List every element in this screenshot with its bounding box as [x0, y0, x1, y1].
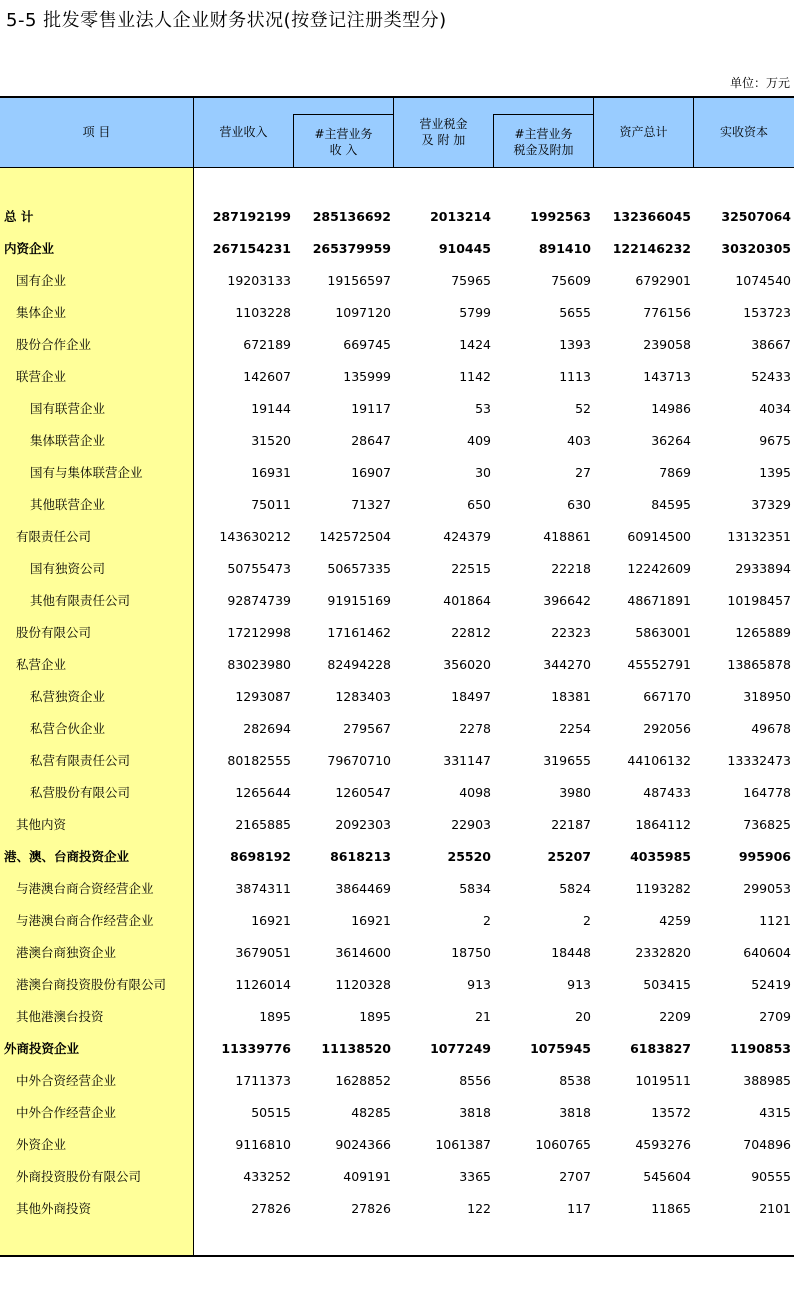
main-tax-cell: 22323 — [551, 625, 591, 640]
revenue-cell: 8698192 — [230, 849, 291, 864]
capital-cell: 388985 — [743, 1073, 791, 1088]
main-tax-cell: 18381 — [551, 689, 591, 704]
revenue-cell: 1895 — [259, 1009, 291, 1024]
assets-cell: 122146232 — [612, 241, 691, 256]
table-row — [0, 777, 794, 809]
assets-cell: 12242609 — [627, 561, 691, 576]
row-label: 其他联营企业 — [30, 497, 106, 512]
revenue-cell: 672189 — [243, 337, 291, 352]
row-label: 内资企业 — [4, 241, 55, 256]
main-tax-cell: 5824 — [559, 881, 591, 896]
header-main-tax-line1: #主营业务 — [514, 127, 573, 141]
header-revenue: 营业收入 — [219, 125, 268, 139]
main-tax-cell: 22187 — [551, 817, 591, 832]
tax-cell: 1061387 — [435, 1137, 491, 1152]
capital-cell: 13332473 — [727, 753, 791, 768]
assets-cell: 36264 — [651, 433, 691, 448]
table-row — [0, 297, 794, 329]
row-label: 与港澳台商合作经营企业 — [16, 913, 154, 928]
capital-cell: 2101 — [759, 1201, 791, 1216]
table-row — [0, 393, 794, 425]
row-label: 私营企业 — [16, 657, 67, 672]
assets-cell: 44106132 — [627, 753, 691, 768]
revenue-cell: 17212998 — [227, 625, 291, 640]
header-item: 项 目 — [82, 125, 111, 139]
table-row — [0, 681, 794, 713]
row-label: 其他有限责任公司 — [30, 593, 131, 608]
assets-cell: 4259 — [659, 913, 691, 928]
tax-cell: 424379 — [443, 529, 491, 544]
main-revenue-cell: 1628852 — [335, 1073, 391, 1088]
capital-cell: 52419 — [751, 977, 791, 992]
table-bottom-border — [0, 1255, 794, 1257]
row-label: 股份有限公司 — [16, 625, 92, 640]
tax-cell: 1077249 — [430, 1041, 491, 1056]
main-revenue-cell: 16921 — [351, 913, 391, 928]
capital-cell: 32507064 — [721, 209, 791, 224]
capital-cell: 1265889 — [735, 625, 791, 640]
table-row — [0, 1097, 794, 1129]
revenue-cell: 1293087 — [235, 689, 291, 704]
main-revenue-cell: 3614600 — [335, 945, 391, 960]
table-row — [0, 233, 794, 265]
table-row — [0, 905, 794, 937]
main-revenue-cell: 17161462 — [327, 625, 391, 640]
table-row — [0, 1193, 794, 1225]
assets-cell: 776156 — [643, 305, 691, 320]
main-tax-cell: 22218 — [551, 561, 591, 576]
tax-cell: 650 — [467, 497, 491, 512]
capital-cell: 10198457 — [727, 593, 791, 608]
main-tax-cell: 418861 — [543, 529, 591, 544]
assets-cell: 4593276 — [635, 1137, 691, 1152]
tax-cell: 8556 — [459, 1073, 491, 1088]
table-row — [0, 841, 794, 873]
capital-cell: 704896 — [743, 1137, 791, 1152]
tax-cell: 22903 — [451, 817, 491, 832]
capital-cell: 640604 — [743, 945, 791, 960]
assets-cell: 6183827 — [630, 1041, 691, 1056]
capital-cell: 4034 — [759, 401, 791, 416]
capital-cell: 1395 — [759, 465, 791, 480]
row-label: 有限责任公司 — [16, 529, 92, 544]
assets-cell: 132366045 — [612, 209, 691, 224]
main-tax-cell: 27 — [575, 465, 591, 480]
assets-cell: 48671891 — [627, 593, 691, 608]
main-revenue-cell: 11138520 — [321, 1041, 391, 1056]
tax-cell: 22515 — [451, 561, 491, 576]
assets-cell: 239058 — [643, 337, 691, 352]
header-subline — [293, 114, 393, 115]
table-row — [0, 1033, 794, 1065]
main-tax-cell: 630 — [567, 497, 591, 512]
main-revenue-cell: 19156597 — [327, 273, 391, 288]
main-tax-cell: 913 — [567, 977, 591, 992]
main-tax-cell: 891410 — [538, 241, 591, 256]
main-tax-cell: 2 — [583, 913, 591, 928]
revenue-cell: 11339776 — [221, 1041, 291, 1056]
table-row — [0, 489, 794, 521]
tax-cell: 2 — [483, 913, 491, 928]
capital-cell: 9675 — [759, 433, 791, 448]
row-label: 港澳台商投资股份有限公司 — [16, 977, 167, 992]
assets-cell: 487433 — [643, 785, 691, 800]
capital-cell: 1074540 — [735, 273, 791, 288]
assets-cell: 13572 — [651, 1105, 691, 1120]
table-row — [0, 425, 794, 457]
tax-cell: 1424 — [459, 337, 491, 352]
revenue-cell: 3874311 — [235, 881, 291, 896]
main-tax-cell: 18448 — [551, 945, 591, 960]
revenue-cell: 19203133 — [227, 273, 291, 288]
assets-cell: 667170 — [643, 689, 691, 704]
capital-cell: 4315 — [759, 1105, 791, 1120]
main-tax-cell: 75609 — [551, 273, 591, 288]
page-title: 5-5 批发零售业法人企业财务状况(按登记注册类型分) — [6, 10, 447, 31]
table-row — [0, 361, 794, 393]
main-tax-cell: 3980 — [559, 785, 591, 800]
revenue-cell: 92874739 — [227, 593, 291, 608]
row-label: 集体企业 — [16, 305, 67, 320]
main-tax-cell: 117 — [567, 1201, 591, 1216]
main-revenue-cell: 279567 — [343, 721, 391, 736]
main-tax-cell: 3818 — [559, 1105, 591, 1120]
table-row — [0, 809, 794, 841]
header-tax-line2: 及 附 加 — [421, 133, 466, 147]
header-main-revenue-line1: #主营业务 — [314, 127, 373, 141]
header-tax-line1: 营业税金 — [419, 117, 468, 131]
tax-cell: 75965 — [451, 273, 491, 288]
tax-cell: 18750 — [451, 945, 491, 960]
main-tax-cell: 396642 — [543, 593, 591, 608]
main-tax-cell: 403 — [567, 433, 591, 448]
row-label: 港、澳、台商投资企业 — [4, 849, 130, 864]
header-subline — [493, 114, 593, 115]
main-revenue-cell: 50657335 — [327, 561, 391, 576]
tax-cell: 25520 — [447, 849, 491, 864]
capital-cell: 318950 — [743, 689, 791, 704]
table-row — [0, 265, 794, 297]
row-label: 联营企业 — [16, 369, 67, 384]
main-revenue-cell: 19117 — [351, 401, 391, 416]
tax-cell: 910445 — [438, 241, 491, 256]
main-revenue-cell: 142572504 — [319, 529, 391, 544]
main-revenue-cell: 285136692 — [312, 209, 391, 224]
revenue-cell: 80182555 — [227, 753, 291, 768]
main-revenue-cell: 2092303 — [335, 817, 391, 832]
capital-cell: 37329 — [751, 497, 791, 512]
assets-cell: 4035985 — [630, 849, 691, 864]
revenue-cell: 287192199 — [212, 209, 291, 224]
table-row — [0, 329, 794, 361]
capital-cell: 38667 — [751, 337, 791, 352]
header-main-revenue-line2: 收 入 — [329, 143, 358, 157]
main-revenue-cell: 3864469 — [335, 881, 391, 896]
main-tax-cell: 25207 — [547, 849, 591, 864]
main-revenue-cell: 27826 — [351, 1201, 391, 1216]
main-revenue-cell: 8618213 — [330, 849, 391, 864]
row-label: 外商投资企业 — [4, 1041, 80, 1056]
assets-cell: 60914500 — [627, 529, 691, 544]
capital-cell: 1190853 — [730, 1041, 791, 1056]
revenue-cell: 1265644 — [235, 785, 291, 800]
unit-label: 单位：万元 — [729, 76, 790, 90]
revenue-cell: 9116810 — [235, 1137, 291, 1152]
revenue-cell: 1103228 — [235, 305, 291, 320]
main-tax-cell: 319655 — [543, 753, 591, 768]
revenue-cell: 27826 — [251, 1201, 291, 1216]
capital-cell: 164778 — [743, 785, 791, 800]
tax-cell: 3365 — [459, 1169, 491, 1184]
main-revenue-cell: 82494228 — [327, 657, 391, 672]
table-row — [0, 873, 794, 905]
assets-cell: 5863001 — [635, 625, 691, 640]
main-tax-cell: 8538 — [559, 1073, 591, 1088]
capital-cell: 736825 — [743, 817, 791, 832]
capital-cell: 1121 — [759, 913, 791, 928]
revenue-cell: 282694 — [243, 721, 291, 736]
revenue-cell: 31520 — [251, 433, 291, 448]
main-revenue-cell: 16907 — [351, 465, 391, 480]
row-label: 国有企业 — [16, 273, 67, 288]
main-tax-cell: 52 — [575, 401, 591, 416]
main-tax-cell: 1060765 — [535, 1137, 591, 1152]
row-label: 私营独资企业 — [30, 689, 106, 704]
row-label: 其他港澳台投资 — [16, 1009, 104, 1024]
tax-cell: 18497 — [451, 689, 491, 704]
revenue-cell: 16921 — [251, 913, 291, 928]
row-label: 其他内资 — [16, 817, 67, 832]
assets-cell: 1019511 — [635, 1073, 691, 1088]
row-label: 国有与集体联营企业 — [30, 465, 143, 480]
capital-cell: 90555 — [751, 1169, 791, 1184]
assets-cell: 6792901 — [635, 273, 691, 288]
tax-cell: 2278 — [459, 721, 491, 736]
main-revenue-cell: 1260547 — [335, 785, 391, 800]
tax-cell: 122 — [467, 1201, 491, 1216]
row-label: 外资企业 — [16, 1137, 67, 1152]
main-tax-cell: 2254 — [559, 721, 591, 736]
table-row — [0, 969, 794, 1001]
row-label: 私营合伙企业 — [30, 721, 106, 736]
tax-cell: 30 — [475, 465, 491, 480]
row-label: 国有独资公司 — [30, 561, 106, 576]
row-label: 中外合作经营企业 — [16, 1105, 117, 1120]
assets-cell: 503415 — [643, 977, 691, 992]
revenue-cell: 75011 — [251, 497, 291, 512]
tax-cell: 53 — [475, 401, 491, 416]
assets-cell: 2209 — [659, 1009, 691, 1024]
main-revenue-cell: 1120328 — [335, 977, 391, 992]
capital-cell: 995906 — [738, 849, 791, 864]
main-tax-cell: 344270 — [543, 657, 591, 672]
row-label: 与港澳台商合资经营企业 — [16, 881, 154, 896]
tax-cell: 5834 — [459, 881, 491, 896]
main-revenue-cell: 48285 — [351, 1105, 391, 1120]
main-revenue-cell: 28647 — [351, 433, 391, 448]
header-capital: 实收资本 — [719, 125, 768, 139]
revenue-cell: 50515 — [251, 1105, 291, 1120]
revenue-cell: 19144 — [251, 401, 291, 416]
main-revenue-cell: 91915169 — [327, 593, 391, 608]
assets-cell: 1864112 — [635, 817, 691, 832]
main-tax-cell: 20 — [575, 1009, 591, 1024]
header-main-tax-line2: 税金及附加 — [513, 143, 574, 157]
capital-cell: 2709 — [759, 1009, 791, 1024]
table-row — [0, 649, 794, 681]
main-revenue-cell: 79670710 — [327, 753, 391, 768]
capital-cell: 153723 — [743, 305, 791, 320]
assets-cell: 11865 — [651, 1201, 691, 1216]
revenue-cell: 83023980 — [227, 657, 291, 672]
tax-cell: 401864 — [443, 593, 491, 608]
main-revenue-cell: 1097120 — [335, 305, 391, 320]
header-assets: 资产总计 — [619, 125, 668, 139]
main-tax-cell: 1393 — [559, 337, 591, 352]
revenue-cell: 433252 — [243, 1169, 291, 1184]
capital-cell: 2933894 — [735, 561, 791, 576]
capital-cell: 49678 — [751, 721, 791, 736]
main-revenue-cell: 135999 — [343, 369, 391, 384]
main-tax-cell: 1075945 — [530, 1041, 591, 1056]
tax-cell: 409 — [467, 433, 491, 448]
table-row — [0, 1001, 794, 1033]
row-label: 总 计 — [4, 209, 34, 224]
main-tax-cell: 5655 — [559, 305, 591, 320]
tax-cell: 913 — [467, 977, 491, 992]
revenue-cell: 1126014 — [235, 977, 291, 992]
revenue-cell: 142607 — [243, 369, 291, 384]
table-row — [0, 585, 794, 617]
tax-cell: 2013214 — [430, 209, 491, 224]
revenue-cell: 16931 — [251, 465, 291, 480]
revenue-cell: 1711373 — [235, 1073, 291, 1088]
assets-cell: 2332820 — [635, 945, 691, 960]
table-row — [0, 937, 794, 969]
main-revenue-cell: 1283403 — [335, 689, 391, 704]
row-label: 外商投资股份有限公司 — [16, 1169, 142, 1184]
table-row — [0, 617, 794, 649]
row-label: 股份合作企业 — [16, 337, 92, 352]
assets-cell: 14986 — [651, 401, 691, 416]
assets-cell: 84595 — [651, 497, 691, 512]
tax-cell: 5799 — [459, 305, 491, 320]
table-row — [0, 745, 794, 777]
tax-cell: 3818 — [459, 1105, 491, 1120]
capital-cell: 13865878 — [727, 657, 791, 672]
row-label: 私营股份有限公司 — [30, 785, 131, 800]
assets-cell: 545604 — [643, 1169, 691, 1184]
row-label: 私营有限责任公司 — [30, 753, 131, 768]
assets-cell: 292056 — [643, 721, 691, 736]
main-revenue-cell: 669745 — [343, 337, 391, 352]
table-row — [0, 521, 794, 553]
table-row — [0, 457, 794, 489]
main-revenue-cell: 1895 — [359, 1009, 391, 1024]
assets-cell: 7869 — [659, 465, 691, 480]
table-row — [0, 1129, 794, 1161]
row-label: 中外合资经营企业 — [16, 1073, 117, 1088]
tax-cell: 21 — [475, 1009, 491, 1024]
tax-cell: 4098 — [459, 785, 491, 800]
capital-cell: 30320305 — [721, 241, 791, 256]
main-tax-cell: 1113 — [559, 369, 591, 384]
row-label: 港澳台商独资企业 — [16, 945, 117, 960]
capital-cell: 299053 — [743, 881, 791, 896]
table-row — [0, 201, 794, 233]
assets-cell: 143713 — [643, 369, 691, 384]
main-revenue-cell: 409191 — [343, 1169, 391, 1184]
row-label: 其他外商投资 — [16, 1201, 92, 1216]
revenue-cell: 50755473 — [227, 561, 291, 576]
row-label: 集体联营企业 — [30, 433, 106, 448]
row-label: 国有联营企业 — [30, 401, 106, 416]
revenue-cell: 143630212 — [219, 529, 291, 544]
main-tax-cell: 1992563 — [530, 209, 591, 224]
revenue-cell: 267154231 — [212, 241, 291, 256]
table-row — [0, 553, 794, 585]
main-revenue-cell: 265379959 — [312, 241, 391, 256]
table-row — [0, 1065, 794, 1097]
tax-cell: 356020 — [443, 657, 491, 672]
assets-cell: 45552791 — [627, 657, 691, 672]
table-row — [0, 1161, 794, 1193]
revenue-cell: 3679051 — [235, 945, 291, 960]
main-revenue-cell: 9024366 — [335, 1137, 391, 1152]
tax-cell: 1142 — [459, 369, 491, 384]
capital-cell: 52433 — [751, 369, 791, 384]
main-revenue-cell: 71327 — [351, 497, 391, 512]
assets-cell: 1193282 — [635, 881, 691, 896]
tax-cell: 331147 — [443, 753, 491, 768]
tax-cell: 22812 — [451, 625, 491, 640]
revenue-cell: 2165885 — [235, 817, 291, 832]
capital-cell: 13132351 — [727, 529, 791, 544]
table-row — [0, 713, 794, 745]
main-tax-cell: 2707 — [559, 1169, 591, 1184]
